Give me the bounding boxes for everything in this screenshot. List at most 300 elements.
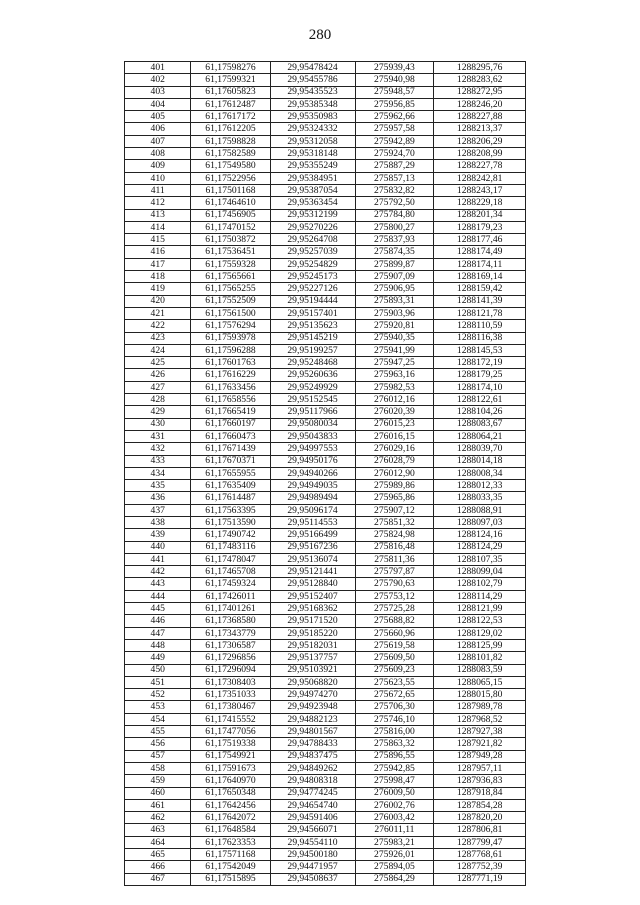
point-number-cell: 443 — [125, 578, 191, 590]
latitude-cell: 61,17296856 — [191, 652, 270, 664]
y-coordinate-cell: 1288172,19 — [434, 357, 526, 369]
x-coordinate-cell: 275816,48 — [355, 541, 434, 553]
table-row — [125, 344, 526, 356]
x-coordinate-cell: 276016,15 — [355, 430, 434, 442]
latitude-cell: 61,17501168 — [191, 184, 270, 196]
point-number-cell: 446 — [125, 615, 191, 627]
table-row — [125, 430, 526, 442]
table-row — [125, 258, 526, 270]
longitude-cell: 29,95384951 — [270, 172, 355, 184]
table-row — [125, 775, 526, 787]
point-number-cell: 467 — [125, 873, 191, 885]
x-coordinate-cell: 275899,87 — [355, 258, 434, 270]
table-row — [125, 62, 526, 74]
table-row — [125, 160, 526, 172]
latitude-cell: 61,17343779 — [191, 627, 270, 639]
latitude-cell: 61,17351033 — [191, 689, 270, 701]
x-coordinate-cell: 275851,32 — [355, 516, 434, 528]
latitude-cell: 61,17658556 — [191, 394, 270, 406]
latitude-cell: 61,17415552 — [191, 713, 270, 725]
point-number-cell: 414 — [125, 221, 191, 233]
latitude-cell: 61,17642072 — [191, 812, 270, 824]
longitude-cell: 29,94654740 — [270, 799, 355, 811]
y-coordinate-cell: 1287989,78 — [434, 701, 526, 713]
longitude-cell: 29,95245173 — [270, 271, 355, 283]
x-coordinate-cell: 275832,82 — [355, 184, 434, 196]
y-coordinate-cell: 1288169,14 — [434, 271, 526, 283]
y-coordinate-cell: 1288129,02 — [434, 627, 526, 639]
point-number-cell: 418 — [125, 271, 191, 283]
latitude-cell: 61,17519338 — [191, 738, 270, 750]
longitude-cell: 29,95152407 — [270, 590, 355, 602]
table-row — [125, 762, 526, 774]
x-coordinate-cell: 275962,66 — [355, 111, 434, 123]
table-row — [125, 504, 526, 516]
x-coordinate-cell: 275903,96 — [355, 307, 434, 319]
point-number-cell: 440 — [125, 541, 191, 553]
x-coordinate-cell: 275887,29 — [355, 160, 434, 172]
longitude-cell: 29,94801567 — [270, 726, 355, 738]
y-coordinate-cell: 1288177,46 — [434, 234, 526, 246]
coordinates-table-body — [125, 62, 526, 886]
longitude-cell: 29,94882123 — [270, 713, 355, 725]
longitude-cell: 29,94774245 — [270, 787, 355, 799]
y-coordinate-cell: 1288039,70 — [434, 443, 526, 455]
x-coordinate-cell: 275924,70 — [355, 148, 434, 160]
x-coordinate-cell: 275907,12 — [355, 504, 434, 516]
longitude-cell: 29,94500180 — [270, 849, 355, 861]
point-number-cell: 456 — [125, 738, 191, 750]
latitude-cell: 61,17593978 — [191, 332, 270, 344]
table-row — [125, 799, 526, 811]
y-coordinate-cell: 1287918,84 — [434, 787, 526, 799]
y-coordinate-cell: 1288121,99 — [434, 603, 526, 615]
table-row — [125, 307, 526, 319]
point-number-cell: 451 — [125, 676, 191, 688]
latitude-cell: 61,17614487 — [191, 492, 270, 504]
point-number-cell: 457 — [125, 750, 191, 762]
latitude-cell: 61,17617172 — [191, 111, 270, 123]
y-coordinate-cell: 1288008,34 — [434, 467, 526, 479]
longitude-cell: 29,95152545 — [270, 394, 355, 406]
longitude-cell: 29,94949035 — [270, 480, 355, 492]
y-coordinate-cell: 1287968,52 — [434, 713, 526, 725]
latitude-cell: 61,17483116 — [191, 541, 270, 553]
point-number-cell: 455 — [125, 726, 191, 738]
x-coordinate-cell: 275706,30 — [355, 701, 434, 713]
table-row — [125, 713, 526, 725]
x-coordinate-cell: 275672,65 — [355, 689, 434, 701]
table-row — [125, 234, 526, 246]
latitude-cell: 61,17598828 — [191, 135, 270, 147]
y-coordinate-cell: 1288213,37 — [434, 123, 526, 135]
longitude-cell: 29,95312199 — [270, 209, 355, 221]
x-coordinate-cell: 275947,25 — [355, 357, 434, 369]
y-coordinate-cell: 1287771,19 — [434, 873, 526, 885]
x-coordinate-cell: 276028,79 — [355, 455, 434, 467]
y-coordinate-cell: 1287752,39 — [434, 861, 526, 873]
table-row — [125, 86, 526, 98]
point-number-cell: 439 — [125, 529, 191, 541]
longitude-cell: 29,94989494 — [270, 492, 355, 504]
latitude-cell: 61,17670371 — [191, 455, 270, 467]
x-coordinate-cell: 275811,36 — [355, 553, 434, 565]
latitude-cell: 61,17456905 — [191, 209, 270, 221]
latitude-cell: 61,17599321 — [191, 74, 270, 86]
longitude-cell: 29,95254829 — [270, 258, 355, 270]
point-number-cell: 404 — [125, 98, 191, 110]
x-coordinate-cell: 275942,85 — [355, 762, 434, 774]
table-row — [125, 135, 526, 147]
table-row — [125, 369, 526, 381]
longitude-cell: 29,94974270 — [270, 689, 355, 701]
x-coordinate-cell: 275660,96 — [355, 627, 434, 639]
point-number-cell: 415 — [125, 234, 191, 246]
latitude-cell: 61,17635409 — [191, 480, 270, 492]
latitude-cell: 61,17522956 — [191, 172, 270, 184]
latitude-cell: 61,17308403 — [191, 676, 270, 688]
longitude-cell: 29,95121441 — [270, 566, 355, 578]
y-coordinate-cell: 1288101,82 — [434, 652, 526, 664]
x-coordinate-cell: 276029,16 — [355, 443, 434, 455]
point-number-cell: 432 — [125, 443, 191, 455]
y-coordinate-cell: 1288227,88 — [434, 111, 526, 123]
latitude-cell: 61,17477056 — [191, 726, 270, 738]
latitude-cell: 61,17561500 — [191, 307, 270, 319]
table-row — [125, 123, 526, 135]
table-row — [125, 172, 526, 184]
longitude-cell: 29,94554110 — [270, 836, 355, 848]
latitude-cell: 61,17513590 — [191, 516, 270, 528]
point-number-cell: 463 — [125, 824, 191, 836]
longitude-cell: 29,95182031 — [270, 639, 355, 651]
table-row — [125, 529, 526, 541]
table-row — [125, 271, 526, 283]
longitude-cell: 29,95194444 — [270, 295, 355, 307]
longitude-cell: 29,95171520 — [270, 615, 355, 627]
x-coordinate-cell: 275837,93 — [355, 234, 434, 246]
x-coordinate-cell: 275906,95 — [355, 283, 434, 295]
table-row — [125, 590, 526, 602]
table-row — [125, 455, 526, 467]
y-coordinate-cell: 1288122,53 — [434, 615, 526, 627]
longitude-cell: 29,94508637 — [270, 873, 355, 885]
x-coordinate-cell: 275609,50 — [355, 652, 434, 664]
longitude-cell: 29,95260636 — [270, 369, 355, 381]
point-number-cell: 441 — [125, 553, 191, 565]
x-coordinate-cell: 275941,99 — [355, 344, 434, 356]
latitude-cell: 61,17582589 — [191, 148, 270, 160]
table-row — [125, 197, 526, 209]
y-coordinate-cell: 1288201,34 — [434, 209, 526, 221]
y-coordinate-cell: 1288229,18 — [434, 197, 526, 209]
table-row — [125, 689, 526, 701]
point-number-cell: 466 — [125, 861, 191, 873]
latitude-cell: 61,17459324 — [191, 578, 270, 590]
x-coordinate-cell: 275824,98 — [355, 529, 434, 541]
table-row — [125, 639, 526, 651]
y-coordinate-cell: 1287799,47 — [434, 836, 526, 848]
latitude-cell: 61,17660473 — [191, 430, 270, 442]
table-row — [125, 492, 526, 504]
point-number-cell: 407 — [125, 135, 191, 147]
y-coordinate-cell: 1288283,62 — [434, 74, 526, 86]
point-number-cell: 442 — [125, 566, 191, 578]
x-coordinate-cell: 275609,23 — [355, 664, 434, 676]
table-row — [125, 787, 526, 799]
longitude-cell: 29,95137757 — [270, 652, 355, 664]
table-row — [125, 221, 526, 233]
longitude-cell: 29,95318148 — [270, 148, 355, 160]
point-number-cell: 435 — [125, 480, 191, 492]
y-coordinate-cell: 1288114,29 — [434, 590, 526, 602]
table-row — [125, 726, 526, 738]
y-coordinate-cell: 1288015,80 — [434, 689, 526, 701]
y-coordinate-cell: 1288088,91 — [434, 504, 526, 516]
point-number-cell: 420 — [125, 295, 191, 307]
latitude-cell: 61,17642456 — [191, 799, 270, 811]
longitude-cell: 29,95168362 — [270, 603, 355, 615]
y-coordinate-cell: 1288121,78 — [434, 307, 526, 319]
y-coordinate-cell: 1288272,95 — [434, 86, 526, 98]
y-coordinate-cell: 1287949,28 — [434, 750, 526, 762]
table-row — [125, 332, 526, 344]
latitude-cell: 61,17465708 — [191, 566, 270, 578]
table-row — [125, 295, 526, 307]
x-coordinate-cell: 275893,31 — [355, 295, 434, 307]
table-row — [125, 320, 526, 332]
point-number-cell: 437 — [125, 504, 191, 516]
table-row — [125, 480, 526, 492]
point-number-cell: 453 — [125, 701, 191, 713]
latitude-cell: 61,17306587 — [191, 639, 270, 651]
table-row — [125, 836, 526, 848]
y-coordinate-cell: 1288065,15 — [434, 676, 526, 688]
y-coordinate-cell: 1288295,76 — [434, 62, 526, 74]
y-coordinate-cell: 1288107,35 — [434, 553, 526, 565]
point-number-cell: 411 — [125, 184, 191, 196]
longitude-cell: 29,95435523 — [270, 86, 355, 98]
y-coordinate-cell: 1288174,10 — [434, 381, 526, 393]
point-number-cell: 444 — [125, 590, 191, 602]
table-row — [125, 603, 526, 615]
y-coordinate-cell: 1288033,35 — [434, 492, 526, 504]
point-number-cell: 462 — [125, 812, 191, 824]
point-number-cell: 431 — [125, 430, 191, 442]
point-number-cell: 405 — [125, 111, 191, 123]
y-coordinate-cell: 1288064,21 — [434, 430, 526, 442]
table-row — [125, 111, 526, 123]
x-coordinate-cell: 275942,89 — [355, 135, 434, 147]
latitude-cell: 61,17380467 — [191, 701, 270, 713]
point-number-cell: 409 — [125, 160, 191, 172]
x-coordinate-cell: 275926,01 — [355, 849, 434, 861]
longitude-cell: 29,95249929 — [270, 381, 355, 393]
latitude-cell: 61,17368580 — [191, 615, 270, 627]
y-coordinate-cell: 1287936,83 — [434, 775, 526, 787]
x-coordinate-cell: 275688,82 — [355, 615, 434, 627]
x-coordinate-cell: 275864,29 — [355, 873, 434, 885]
x-coordinate-cell: 276012,16 — [355, 394, 434, 406]
longitude-cell: 29,94923948 — [270, 701, 355, 713]
table-row — [125, 381, 526, 393]
latitude-cell: 61,17612487 — [191, 98, 270, 110]
point-number-cell: 449 — [125, 652, 191, 664]
y-coordinate-cell: 1288208,99 — [434, 148, 526, 160]
table-row — [125, 824, 526, 836]
longitude-cell: 29,95096174 — [270, 504, 355, 516]
latitude-cell: 61,17515895 — [191, 873, 270, 885]
y-coordinate-cell: 1287820,20 — [434, 812, 526, 824]
longitude-cell: 29,94566071 — [270, 824, 355, 836]
latitude-cell: 61,17490742 — [191, 529, 270, 541]
y-coordinate-cell: 1288104,26 — [434, 406, 526, 418]
longitude-cell: 29,95455786 — [270, 74, 355, 86]
x-coordinate-cell: 275753,12 — [355, 590, 434, 602]
y-coordinate-cell: 1287854,28 — [434, 799, 526, 811]
latitude-cell: 61,17671439 — [191, 443, 270, 455]
x-coordinate-cell: 275790,63 — [355, 578, 434, 590]
table-row — [125, 98, 526, 110]
point-number-cell: 417 — [125, 258, 191, 270]
point-number-cell: 436 — [125, 492, 191, 504]
x-coordinate-cell: 275982,53 — [355, 381, 434, 393]
point-number-cell: 408 — [125, 148, 191, 160]
point-number-cell: 413 — [125, 209, 191, 221]
y-coordinate-cell: 1288174,49 — [434, 246, 526, 258]
latitude-cell: 61,17565661 — [191, 271, 270, 283]
longitude-cell: 29,94849262 — [270, 762, 355, 774]
x-coordinate-cell: 275896,55 — [355, 750, 434, 762]
y-coordinate-cell: 1288110,59 — [434, 320, 526, 332]
page-number: 280 — [308, 27, 332, 43]
latitude-cell: 61,17660197 — [191, 418, 270, 430]
y-coordinate-cell: 1287768,61 — [434, 849, 526, 861]
coordinates-table — [124, 61, 526, 886]
table-row — [125, 849, 526, 861]
longitude-cell: 29,95068820 — [270, 676, 355, 688]
table-row — [125, 467, 526, 479]
y-coordinate-cell: 1288206,29 — [434, 135, 526, 147]
longitude-cell: 29,95167236 — [270, 541, 355, 553]
latitude-cell: 61,17464610 — [191, 197, 270, 209]
x-coordinate-cell: 276015,23 — [355, 418, 434, 430]
point-number-cell: 433 — [125, 455, 191, 467]
latitude-cell: 61,17571168 — [191, 849, 270, 861]
longitude-cell: 29,95227126 — [270, 283, 355, 295]
point-number-cell: 450 — [125, 664, 191, 676]
table-row — [125, 246, 526, 258]
longitude-cell: 29,94837475 — [270, 750, 355, 762]
latitude-cell: 61,17623353 — [191, 836, 270, 848]
x-coordinate-cell: 275989,86 — [355, 480, 434, 492]
longitude-cell: 29,95080034 — [270, 418, 355, 430]
y-coordinate-cell: 1288179,23 — [434, 221, 526, 233]
x-coordinate-cell: 275863,32 — [355, 738, 434, 750]
x-coordinate-cell: 275907,09 — [355, 271, 434, 283]
longitude-cell: 29,95248468 — [270, 357, 355, 369]
point-number-cell: 445 — [125, 603, 191, 615]
longitude-cell: 29,95043833 — [270, 430, 355, 442]
x-coordinate-cell: 275965,86 — [355, 492, 434, 504]
y-coordinate-cell: 1287921,82 — [434, 738, 526, 750]
x-coordinate-cell: 275940,35 — [355, 332, 434, 344]
y-coordinate-cell: 1288122,61 — [434, 394, 526, 406]
table-row — [125, 148, 526, 160]
y-coordinate-cell: 1287957,11 — [434, 762, 526, 774]
table-row — [125, 861, 526, 873]
point-number-cell: 402 — [125, 74, 191, 86]
x-coordinate-cell: 275874,35 — [355, 246, 434, 258]
longitude-cell: 29,94940266 — [270, 467, 355, 479]
longitude-cell: 29,95387054 — [270, 184, 355, 196]
point-number-cell: 465 — [125, 849, 191, 861]
table-row — [125, 283, 526, 295]
table-row — [125, 184, 526, 196]
longitude-cell: 29,95185220 — [270, 627, 355, 639]
longitude-cell: 29,95385348 — [270, 98, 355, 110]
table-row — [125, 357, 526, 369]
y-coordinate-cell: 1288145,53 — [434, 344, 526, 356]
x-coordinate-cell: 275940,98 — [355, 74, 434, 86]
table-row — [125, 418, 526, 430]
table-row — [125, 209, 526, 221]
table-row — [125, 701, 526, 713]
x-coordinate-cell: 275857,13 — [355, 172, 434, 184]
table-row — [125, 738, 526, 750]
latitude-cell: 61,17559328 — [191, 258, 270, 270]
latitude-cell: 61,17478047 — [191, 553, 270, 565]
longitude-cell: 29,95166499 — [270, 529, 355, 541]
table-row — [125, 74, 526, 86]
point-number-cell: 401 — [125, 62, 191, 74]
latitude-cell: 61,17612205 — [191, 123, 270, 135]
point-number-cell: 423 — [125, 332, 191, 344]
latitude-cell: 61,17633456 — [191, 381, 270, 393]
longitude-cell: 29,95324332 — [270, 123, 355, 135]
x-coordinate-cell: 275797,87 — [355, 566, 434, 578]
y-coordinate-cell: 1288012,33 — [434, 480, 526, 492]
table-row — [125, 652, 526, 664]
point-number-cell: 406 — [125, 123, 191, 135]
latitude-cell: 61,17503872 — [191, 234, 270, 246]
latitude-cell: 61,17576294 — [191, 320, 270, 332]
longitude-cell: 29,95128840 — [270, 578, 355, 590]
longitude-cell: 29,95355249 — [270, 160, 355, 172]
point-number-cell: 458 — [125, 762, 191, 774]
longitude-cell: 29,95199257 — [270, 344, 355, 356]
latitude-cell: 61,17591673 — [191, 762, 270, 774]
y-coordinate-cell: 1288243,17 — [434, 184, 526, 196]
longitude-cell: 29,95145219 — [270, 332, 355, 344]
y-coordinate-cell: 1288014,18 — [434, 455, 526, 467]
latitude-cell: 61,17616229 — [191, 369, 270, 381]
point-number-cell: 447 — [125, 627, 191, 639]
point-number-cell: 424 — [125, 344, 191, 356]
x-coordinate-cell: 275998,47 — [355, 775, 434, 787]
longitude-cell: 29,94471957 — [270, 861, 355, 873]
table-row — [125, 406, 526, 418]
point-number-cell: 425 — [125, 357, 191, 369]
table-row — [125, 394, 526, 406]
y-coordinate-cell: 1288246,20 — [434, 98, 526, 110]
x-coordinate-cell: 275746,10 — [355, 713, 434, 725]
point-number-cell: 430 — [125, 418, 191, 430]
y-coordinate-cell: 1288159,42 — [434, 283, 526, 295]
longitude-cell: 29,95363454 — [270, 197, 355, 209]
longitude-cell: 29,95312058 — [270, 135, 355, 147]
y-coordinate-cell: 1288179,25 — [434, 369, 526, 381]
